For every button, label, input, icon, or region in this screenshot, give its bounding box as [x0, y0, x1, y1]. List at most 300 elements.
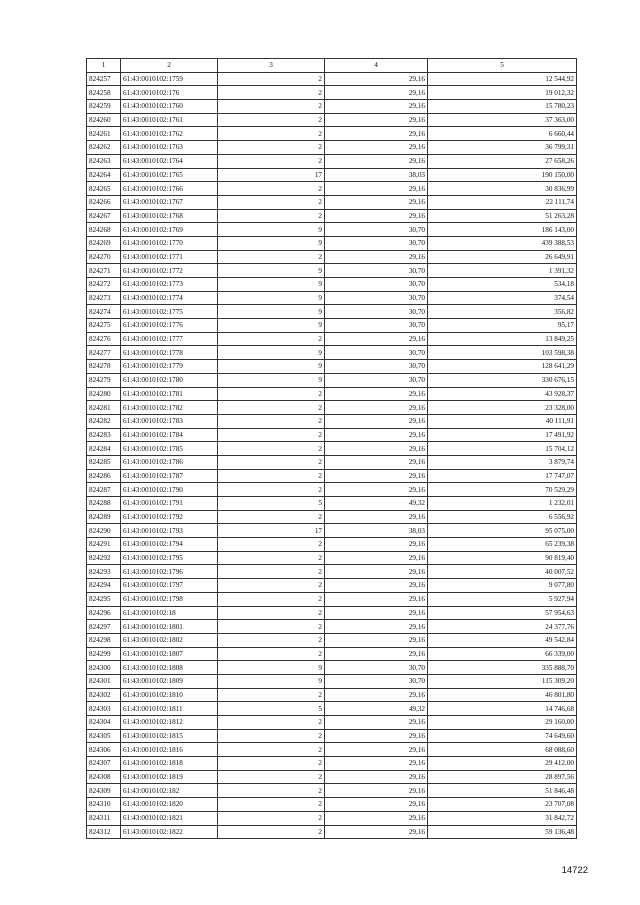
- record-number-cell: 824304: [87, 716, 121, 730]
- value-4-cell: 30,70: [325, 278, 428, 292]
- record-number-cell: 824305: [87, 729, 121, 743]
- cadastral-number-cell: 61:43:0010102:1790: [121, 483, 218, 497]
- value-3-cell: 2: [218, 633, 325, 647]
- cadastral-number-cell: 61:43:0010102:1796: [121, 565, 218, 579]
- cadastral-number-cell: 61:43:0010102:1811: [121, 702, 218, 716]
- cadastral-number-cell: 61:43:0010102:1818: [121, 757, 218, 771]
- record-number-cell: 824287: [87, 483, 121, 497]
- value-4-cell: 29,16: [325, 688, 428, 702]
- table-row: [87, 702, 577, 716]
- record-number-cell: 824294: [87, 579, 121, 593]
- value-4-cell: 29,16: [325, 770, 428, 784]
- table-row: [87, 497, 577, 511]
- record-number-cell: 824293: [87, 565, 121, 579]
- record-number-cell: 824310: [87, 798, 121, 812]
- record-number-cell: 824292: [87, 551, 121, 565]
- table-row: [87, 770, 577, 784]
- amount-cell: 68 088,60: [428, 743, 577, 757]
- value-3-cell: 2: [218, 565, 325, 579]
- value-3-cell: 2: [218, 551, 325, 565]
- value-3-cell: 2: [218, 729, 325, 743]
- value-4-cell: 29,16: [325, 757, 428, 771]
- table-row: [87, 716, 577, 730]
- value-4-cell: 29,16: [325, 510, 428, 524]
- table-row: [87, 633, 577, 647]
- record-number-cell: 824273: [87, 291, 121, 305]
- table-row: [87, 223, 577, 237]
- value-3-cell: 2: [218, 209, 325, 223]
- value-4-cell: 38,03: [325, 524, 428, 538]
- table-row: [87, 688, 577, 702]
- value-3-cell: 2: [218, 401, 325, 415]
- cadastral-number-cell: 61:43:0010102:1812: [121, 716, 218, 730]
- cadastral-number-cell: 61:43:0010102:1791: [121, 497, 218, 511]
- amount-cell: 103 598,38: [428, 346, 577, 360]
- record-number-cell: 824265: [87, 182, 121, 196]
- cadastral-number-cell: 61:43:0010102:1767: [121, 195, 218, 209]
- record-number-cell: 824299: [87, 647, 121, 661]
- record-number-cell: 824266: [87, 195, 121, 209]
- value-3-cell: 2: [218, 770, 325, 784]
- value-3-cell: 2: [218, 414, 325, 428]
- amount-cell: 59 136,48: [428, 825, 577, 839]
- column-header: 1: [87, 59, 121, 73]
- table-row: [87, 469, 577, 483]
- cadastral-number-cell: 61:43:0010102:1782: [121, 401, 218, 415]
- record-number-cell: 824263: [87, 154, 121, 168]
- table-row: [87, 510, 577, 524]
- table-row: [87, 360, 577, 374]
- value-4-cell: 29,16: [325, 387, 428, 401]
- table-row: [87, 332, 577, 346]
- amount-cell: 74 649,60: [428, 729, 577, 743]
- value-3-cell: 2: [218, 86, 325, 100]
- cadastral-number-cell: 61:43:0010102:1780: [121, 373, 218, 387]
- value-3-cell: 2: [218, 332, 325, 346]
- value-3-cell: 2: [218, 606, 325, 620]
- table-row: [87, 209, 577, 223]
- value-3-cell: 2: [218, 100, 325, 114]
- table-row: [87, 100, 577, 114]
- cadastral-number-cell: 61:43:0010102:1815: [121, 729, 218, 743]
- amount-cell: 28 897,56: [428, 770, 577, 784]
- header-row: [87, 59, 577, 73]
- record-number-cell: 824279: [87, 373, 121, 387]
- value-3-cell: 2: [218, 195, 325, 209]
- value-3-cell: 2: [218, 250, 325, 264]
- value-4-cell: 29,16: [325, 729, 428, 743]
- value-3-cell: 5: [218, 497, 325, 511]
- value-3-cell: 2: [218, 825, 325, 839]
- record-number-cell: 824268: [87, 223, 121, 237]
- value-3-cell: 2: [218, 647, 325, 661]
- amount-cell: 115 309,20: [428, 674, 577, 688]
- value-4-cell: 29,16: [325, 743, 428, 757]
- amount-cell: 90 819,40: [428, 551, 577, 565]
- value-3-cell: 2: [218, 141, 325, 155]
- value-4-cell: 30,70: [325, 264, 428, 278]
- cadastral-number-cell: 61:43:0010102:1772: [121, 264, 218, 278]
- value-3-cell: 2: [218, 716, 325, 730]
- value-4-cell: 29,16: [325, 442, 428, 456]
- amount-cell: 3 879,74: [428, 455, 577, 469]
- value-4-cell: 29,16: [325, 483, 428, 497]
- value-4-cell: 30,70: [325, 661, 428, 675]
- table-row: [87, 757, 577, 771]
- record-number-cell: 824285: [87, 455, 121, 469]
- amount-cell: 24 377,76: [428, 620, 577, 634]
- value-3-cell: 2: [218, 811, 325, 825]
- cadastral-number-cell: 61:43:0010102:1798: [121, 592, 218, 606]
- cadastral-number-cell: 61:43:0010102:176: [121, 86, 218, 100]
- value-3-cell: 2: [218, 510, 325, 524]
- value-3-cell: 2: [218, 620, 325, 634]
- table-row: [87, 729, 577, 743]
- value-3-cell: 2: [218, 442, 325, 456]
- cadastral-number-cell: 61:43:0010102:1785: [121, 442, 218, 456]
- value-4-cell: 29,16: [325, 428, 428, 442]
- cadastral-number-cell: 61:43:0010102:1810: [121, 688, 218, 702]
- value-4-cell: 29,16: [325, 182, 428, 196]
- value-4-cell: 29,16: [325, 455, 428, 469]
- amount-cell: 30 836,99: [428, 182, 577, 196]
- amount-cell: 335 888,70: [428, 661, 577, 675]
- table-row: [87, 319, 577, 333]
- value-3-cell: 17: [218, 524, 325, 538]
- cadastral-number-cell: 61:43:0010102:1762: [121, 127, 218, 141]
- table-row: [87, 291, 577, 305]
- record-number-cell: 824290: [87, 524, 121, 538]
- table-row: [87, 414, 577, 428]
- cadastral-number-cell: 61:43:0010102:1794: [121, 538, 218, 552]
- value-3-cell: 9: [218, 236, 325, 250]
- value-3-cell: 2: [218, 127, 325, 141]
- record-number-cell: 824297: [87, 620, 121, 634]
- value-3-cell: 17: [218, 168, 325, 182]
- amount-cell: 40 007,52: [428, 565, 577, 579]
- record-number-cell: 824270: [87, 250, 121, 264]
- amount-cell: 36 799,31: [428, 141, 577, 155]
- record-number-cell: 824289: [87, 510, 121, 524]
- value-4-cell: 30,70: [325, 360, 428, 374]
- value-4-cell: 29,16: [325, 127, 428, 141]
- amount-cell: 29 412,00: [428, 757, 577, 771]
- amount-cell: 14 746,68: [428, 702, 577, 716]
- record-number-cell: 824281: [87, 401, 121, 415]
- table-row: [87, 182, 577, 196]
- amount-cell: 26 649,91: [428, 250, 577, 264]
- amount-cell: 128 641,29: [428, 360, 577, 374]
- cadastral-number-cell: 61:43:0010102:1768: [121, 209, 218, 223]
- cadastral-number-cell: 61:43:0010102:1820: [121, 798, 218, 812]
- value-4-cell: 29,16: [325, 195, 428, 209]
- amount-cell: 31 842,72: [428, 811, 577, 825]
- value-3-cell: 2: [218, 469, 325, 483]
- amount-cell: 51 263,28: [428, 209, 577, 223]
- table-row: [87, 455, 577, 469]
- value-4-cell: 29,16: [325, 86, 428, 100]
- column-header: 5: [428, 59, 577, 73]
- table-row: [87, 579, 577, 593]
- amount-cell: 15 704,12: [428, 442, 577, 456]
- value-3-cell: 5: [218, 702, 325, 716]
- record-number-cell: 824280: [87, 387, 121, 401]
- record-number-cell: 824257: [87, 72, 121, 86]
- cadastral-number-cell: 61:43:0010102:1822: [121, 825, 218, 839]
- column-header: 3: [218, 59, 325, 73]
- record-number-cell: 824283: [87, 428, 121, 442]
- table-row: [87, 798, 577, 812]
- cadastral-number-cell: 61:43:0010102:1809: [121, 674, 218, 688]
- table-row: [87, 674, 577, 688]
- table-row: [87, 113, 577, 127]
- table-row: [87, 538, 577, 552]
- amount-cell: 22 111,74: [428, 195, 577, 209]
- record-number-cell: 824291: [87, 538, 121, 552]
- record-number-cell: 824258: [87, 86, 121, 100]
- amount-cell: 374,54: [428, 291, 577, 305]
- cadastral-number-cell: 61:43:0010102:1819: [121, 770, 218, 784]
- value-3-cell: 9: [218, 360, 325, 374]
- value-3-cell: 2: [218, 743, 325, 757]
- value-3-cell: 9: [218, 291, 325, 305]
- cadastral-number-cell: 61:43:0010102:1795: [121, 551, 218, 565]
- record-number-cell: 824269: [87, 236, 121, 250]
- value-3-cell: 2: [218, 113, 325, 127]
- value-4-cell: 29,16: [325, 579, 428, 593]
- amount-cell: 19 012,32: [428, 86, 577, 100]
- value-4-cell: 29,16: [325, 620, 428, 634]
- cadastral-number-cell: 61:43:0010102:1776: [121, 319, 218, 333]
- cadastral-number-cell: 61:43:0010102:1808: [121, 661, 218, 675]
- value-4-cell: 30,70: [325, 674, 428, 688]
- table-row: [87, 346, 577, 360]
- amount-cell: 439 388,53: [428, 236, 577, 250]
- value-4-cell: 29,16: [325, 798, 428, 812]
- value-3-cell: 9: [218, 661, 325, 675]
- value-3-cell: 2: [218, 579, 325, 593]
- cadastral-number-cell: 61:43:0010102:1761: [121, 113, 218, 127]
- value-3-cell: 2: [218, 387, 325, 401]
- value-4-cell: 49,32: [325, 702, 428, 716]
- data-table: [86, 58, 577, 839]
- value-3-cell: 2: [218, 538, 325, 552]
- amount-cell: 95,17: [428, 319, 577, 333]
- table-row: [87, 647, 577, 661]
- value-4-cell: 30,70: [325, 223, 428, 237]
- value-3-cell: 9: [218, 319, 325, 333]
- amount-cell: 29 160,00: [428, 716, 577, 730]
- table-row: [87, 784, 577, 798]
- cadastral-number-cell: 61:43:0010102:1765: [121, 168, 218, 182]
- table-row: [87, 236, 577, 250]
- value-3-cell: 2: [218, 182, 325, 196]
- value-3-cell: 2: [218, 72, 325, 86]
- record-number-cell: 824261: [87, 127, 121, 141]
- table-row: [87, 524, 577, 538]
- record-number-cell: 824286: [87, 469, 121, 483]
- amount-cell: 17 491,92: [428, 428, 577, 442]
- value-4-cell: 30,70: [325, 373, 428, 387]
- value-4-cell: 49,32: [325, 497, 428, 511]
- cadastral-number-cell: 61:43:0010102:1770: [121, 236, 218, 250]
- record-number-cell: 824262: [87, 141, 121, 155]
- table-row: [87, 442, 577, 456]
- table-row: [87, 606, 577, 620]
- table-row: [87, 661, 577, 675]
- value-3-cell: 9: [218, 674, 325, 688]
- record-number-cell: 824306: [87, 743, 121, 757]
- table-row: [87, 743, 577, 757]
- amount-cell: 15 780,23: [428, 100, 577, 114]
- record-number-cell: 824298: [87, 633, 121, 647]
- value-3-cell: 2: [218, 455, 325, 469]
- table-row: [87, 373, 577, 387]
- value-4-cell: 29,16: [325, 414, 428, 428]
- table-row: [87, 86, 577, 100]
- amount-cell: 43 928,37: [428, 387, 577, 401]
- table-row: [87, 72, 577, 86]
- record-number-cell: 824274: [87, 305, 121, 319]
- value-4-cell: 29,16: [325, 538, 428, 552]
- value-3-cell: 2: [218, 483, 325, 497]
- value-4-cell: 29,16: [325, 592, 428, 606]
- amount-cell: 12 544,92: [428, 72, 577, 86]
- cadastral-number-cell: 61:43:0010102:18: [121, 606, 218, 620]
- cadastral-number-cell: 61:43:0010102:1801: [121, 620, 218, 634]
- value-3-cell: 9: [218, 305, 325, 319]
- cadastral-number-cell: 61:43:0010102:1771: [121, 250, 218, 264]
- amount-cell: 5 927,94: [428, 592, 577, 606]
- record-number-cell: 824288: [87, 497, 121, 511]
- cadastral-number-cell: 61:43:0010102:1778: [121, 346, 218, 360]
- amount-cell: 37 363,00: [428, 113, 577, 127]
- record-number-cell: 824271: [87, 264, 121, 278]
- value-3-cell: 9: [218, 223, 325, 237]
- amount-cell: 51 846,48: [428, 784, 577, 798]
- table-row: [87, 565, 577, 579]
- cadastral-number-cell: 61:43:0010102:1792: [121, 510, 218, 524]
- amount-cell: 40 111,91: [428, 414, 577, 428]
- value-4-cell: 29,16: [325, 469, 428, 483]
- table-row: [87, 825, 577, 839]
- value-4-cell: 29,16: [325, 100, 428, 114]
- value-4-cell: 29,16: [325, 154, 428, 168]
- value-4-cell: 29,16: [325, 565, 428, 579]
- table-row: [87, 401, 577, 415]
- table-row: [87, 127, 577, 141]
- value-4-cell: 30,70: [325, 346, 428, 360]
- record-number-cell: 824296: [87, 606, 121, 620]
- cadastral-number-cell: 61:43:0010102:1784: [121, 428, 218, 442]
- value-3-cell: 2: [218, 688, 325, 702]
- cadastral-number-cell: 61:43:0010102:1769: [121, 223, 218, 237]
- record-number-cell: 824272: [87, 278, 121, 292]
- value-4-cell: 29,16: [325, 647, 428, 661]
- cadastral-number-cell: 61:43:0010102:1786: [121, 455, 218, 469]
- table-row: [87, 264, 577, 278]
- table-row: [87, 811, 577, 825]
- value-4-cell: 29,16: [325, 784, 428, 798]
- value-3-cell: 2: [218, 592, 325, 606]
- table-row: [87, 483, 577, 497]
- value-4-cell: 30,70: [325, 319, 428, 333]
- table-row: [87, 620, 577, 634]
- record-number-cell: 824307: [87, 757, 121, 771]
- record-number-cell: 824282: [87, 414, 121, 428]
- value-4-cell: 29,16: [325, 209, 428, 223]
- record-number-cell: 824311: [87, 811, 121, 825]
- value-4-cell: 29,16: [325, 551, 428, 565]
- cadastral-number-cell: 61:43:0010102:1787: [121, 469, 218, 483]
- value-4-cell: 29,16: [325, 633, 428, 647]
- cadastral-number-cell: 61:43:0010102:1766: [121, 182, 218, 196]
- cadastral-number-cell: 61:43:0010102:1821: [121, 811, 218, 825]
- amount-cell: 49 542,84: [428, 633, 577, 647]
- value-4-cell: 30,70: [325, 236, 428, 250]
- amount-cell: 186 143,00: [428, 223, 577, 237]
- amount-cell: 17 747,07: [428, 469, 577, 483]
- cadastral-number-cell: 61:43:0010102:1779: [121, 360, 218, 374]
- cadastral-number-cell: 61:43:0010102:1793: [121, 524, 218, 538]
- record-number-cell: 824309: [87, 784, 121, 798]
- cadastral-number-cell: 61:43:0010102:1777: [121, 332, 218, 346]
- value-4-cell: 30,70: [325, 291, 428, 305]
- record-number-cell: 824264: [87, 168, 121, 182]
- cadastral-number-cell: 61:43:0010102:1797: [121, 579, 218, 593]
- table-row: [87, 428, 577, 442]
- amount-cell: 23 328,00: [428, 401, 577, 415]
- value-4-cell: 29,16: [325, 113, 428, 127]
- amount-cell: 6 660,44: [428, 127, 577, 141]
- record-number-cell: 824275: [87, 319, 121, 333]
- record-number-cell: 824312: [87, 825, 121, 839]
- table-row: [87, 592, 577, 606]
- table-row: [87, 551, 577, 565]
- cadastral-number-cell: 61:43:0010102:1802: [121, 633, 218, 647]
- value-4-cell: 29,16: [325, 716, 428, 730]
- amount-cell: 57 954,63: [428, 606, 577, 620]
- value-4-cell: 29,16: [325, 250, 428, 264]
- table-row: [87, 278, 577, 292]
- amount-cell: 95 075,00: [428, 524, 577, 538]
- value-3-cell: 2: [218, 428, 325, 442]
- table-body: [87, 72, 577, 839]
- value-4-cell: 29,16: [325, 332, 428, 346]
- amount-cell: 330 676,15: [428, 373, 577, 387]
- table-row: [87, 195, 577, 209]
- cadastral-number-cell: 61:43:0010102:1816: [121, 743, 218, 757]
- value-4-cell: 30,70: [325, 305, 428, 319]
- amount-cell: 23 707,08: [428, 798, 577, 812]
- amount-cell: 27 658,26: [428, 154, 577, 168]
- cadastral-number-cell: 61:43:0010102:1759: [121, 72, 218, 86]
- column-header: 2: [121, 59, 218, 73]
- value-3-cell: 9: [218, 264, 325, 278]
- cadastral-number-cell: 61:43:0010102:1783: [121, 414, 218, 428]
- table-row: [87, 387, 577, 401]
- table-row: [87, 141, 577, 155]
- amount-cell: 534,18: [428, 278, 577, 292]
- value-3-cell: 2: [218, 154, 325, 168]
- table-row: [87, 305, 577, 319]
- amount-cell: 9 077,80: [428, 579, 577, 593]
- value-4-cell: 29,16: [325, 811, 428, 825]
- amount-cell: 1 391,32: [428, 264, 577, 278]
- record-number-cell: 824302: [87, 688, 121, 702]
- value-3-cell: 9: [218, 373, 325, 387]
- record-number-cell: 824295: [87, 592, 121, 606]
